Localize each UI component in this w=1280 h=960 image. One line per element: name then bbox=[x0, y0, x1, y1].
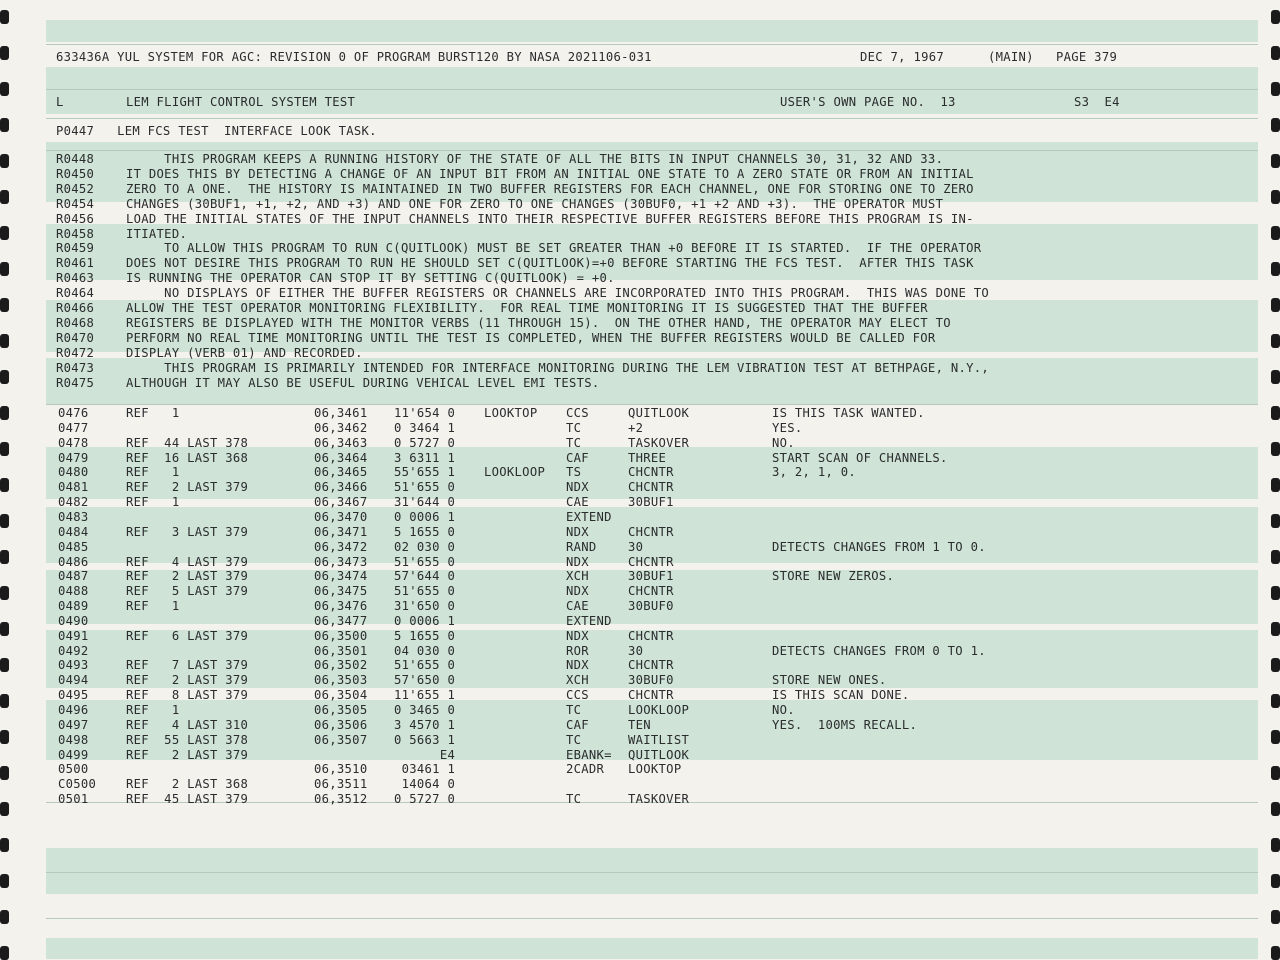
memory-address: 06,3466 bbox=[314, 480, 368, 495]
cross-reference: REF 2 LAST 368 bbox=[126, 777, 249, 792]
feed-hole bbox=[1271, 622, 1280, 636]
code-comment: NO. bbox=[772, 435, 795, 450]
cross-reference: REF 6 LAST 379 bbox=[126, 628, 249, 643]
memory-address: 06,3511 bbox=[314, 777, 368, 792]
operand: 30BUF0 bbox=[628, 673, 674, 688]
octal-word: 0 3464 1 bbox=[394, 420, 456, 435]
listing-date: DEC 7, 1967 bbox=[860, 50, 945, 64]
feed-hole bbox=[0, 550, 9, 564]
feed-hole bbox=[1271, 190, 1280, 204]
memory-address: 06,3500 bbox=[314, 628, 368, 643]
line-number: 0484 bbox=[58, 524, 89, 539]
memory-address: 06,3477 bbox=[314, 613, 368, 628]
feed-hole bbox=[1271, 838, 1280, 852]
listing-main-label: (MAIN) bbox=[988, 50, 1034, 64]
page-number: PAGE 379 bbox=[1056, 50, 1118, 64]
feed-hole bbox=[1271, 514, 1280, 528]
instruction-label: LOOKTOP bbox=[484, 406, 538, 420]
feed-hole bbox=[1271, 298, 1280, 312]
feed-hole bbox=[0, 694, 9, 708]
opcode: CAF bbox=[566, 450, 589, 465]
opcode: TC bbox=[566, 732, 582, 747]
cross-reference: REF 45 LAST 379 bbox=[126, 792, 249, 807]
opcode: CAE bbox=[566, 599, 589, 614]
log-section-letter: L bbox=[56, 95, 64, 109]
code-comment: 3, 2, 1, 0. bbox=[772, 465, 857, 480]
line-number: 0495 bbox=[58, 688, 89, 703]
cross-reference: REF 2 LAST 379 bbox=[126, 747, 249, 762]
octal-word: 31'644 0 bbox=[394, 495, 456, 510]
feed-hole bbox=[0, 838, 9, 852]
opcode: TC bbox=[566, 792, 582, 807]
feed-hole bbox=[0, 874, 9, 888]
remark-line-number: R0466 bbox=[56, 301, 95, 315]
line-number: 0496 bbox=[58, 703, 89, 717]
opcode: EBANK= bbox=[566, 747, 612, 762]
code-comment: START SCAN OF CHANNELS. bbox=[772, 450, 948, 465]
feed-hole bbox=[0, 802, 9, 816]
feed-hole bbox=[0, 334, 9, 348]
line-number: 0491 bbox=[58, 628, 89, 643]
octal-word: 0 0006 1 bbox=[394, 509, 456, 524]
cross-reference: REF 44 LAST 378 bbox=[126, 435, 249, 450]
operand: +2 bbox=[628, 420, 644, 435]
remark-line-number: R0472 bbox=[56, 345, 95, 360]
bank-info: S3 E4 bbox=[1074, 95, 1120, 109]
octal-word: 51'655 0 bbox=[394, 480, 456, 495]
memory-address: 06,3512 bbox=[314, 792, 368, 807]
opcode: CAF bbox=[566, 717, 589, 732]
remark-line-number: R0454 bbox=[56, 196, 95, 211]
memory-address: 06,3464 bbox=[314, 450, 368, 465]
line-number: 0499 bbox=[58, 747, 89, 762]
opcode: TC bbox=[566, 420, 582, 435]
opcode: NDX bbox=[566, 480, 589, 495]
remark-text: CHANGES (30BUF1, +1, +2, AND +3) AND ONE FOR ZERO TO ONE CHANGES (30BUF0, +1 +2 AND +3). THE OPERATOR MUST bbox=[126, 196, 944, 211]
cross-reference: REF 16 LAST 368 bbox=[126, 450, 249, 465]
line-number: 0490 bbox=[58, 613, 89, 628]
octal-word: 3 4570 1 bbox=[394, 717, 456, 732]
octal-word: 11'655 1 bbox=[394, 688, 456, 703]
octal-word: 04 030 0 bbox=[394, 643, 456, 658]
line-number: 0493 bbox=[58, 658, 89, 673]
memory-address: 06,3467 bbox=[314, 495, 368, 510]
feed-hole bbox=[0, 154, 9, 168]
line-number: 0487 bbox=[58, 569, 89, 584]
octal-word: 0 5663 1 bbox=[394, 732, 456, 747]
line-number: 0497 bbox=[58, 717, 89, 732]
cross-reference: REF 1 bbox=[126, 703, 180, 717]
memory-address: 06,3507 bbox=[314, 732, 368, 747]
remark-text: IT DOES THIS BY DETECTING A CHANGE OF AN INPUT BIT FROM AN INITIAL ONE STATE TO A ZERO STATE OR FROM AN INITIAL bbox=[126, 166, 974, 181]
memory-address: 06,3462 bbox=[314, 420, 368, 435]
opcode: TC bbox=[566, 703, 582, 717]
code-comment: YES. 100MS RECALL. bbox=[772, 717, 918, 732]
octal-word: 51'655 0 bbox=[394, 554, 456, 569]
feed-hole bbox=[0, 226, 9, 240]
cross-reference: REF 5 LAST 379 bbox=[126, 584, 249, 599]
operand: LOOKLOOP bbox=[628, 703, 690, 717]
band-rule bbox=[46, 918, 1258, 919]
remark-text: IS RUNNING THE OPERATOR CAN STOP IT BY SETTING C(QUITLOOK) = +0. bbox=[126, 271, 615, 286]
octal-word: 0 5727 0 bbox=[394, 435, 456, 450]
feed-hole bbox=[0, 766, 9, 780]
line-number: 0482 bbox=[58, 495, 89, 510]
feed-hole bbox=[1271, 154, 1280, 168]
operand: CHCNTR bbox=[628, 465, 674, 480]
feed-hole bbox=[0, 658, 9, 672]
line-number: 0483 bbox=[58, 509, 89, 524]
feed-hole bbox=[0, 406, 9, 420]
feed-hole bbox=[1271, 946, 1280, 960]
cross-reference: REF 7 LAST 379 bbox=[126, 658, 249, 673]
octal-word: 5 1655 0 bbox=[394, 524, 456, 539]
memory-address: 06,3476 bbox=[314, 599, 368, 614]
line-number: 0485 bbox=[58, 539, 89, 554]
feed-hole bbox=[0, 10, 9, 24]
memory-address: 06,3465 bbox=[314, 465, 368, 480]
memory-address: 06,3503 bbox=[314, 673, 368, 688]
feed-hole bbox=[1271, 550, 1280, 564]
remark-text: DISPLAY (VERB 01) AND RECORDED. bbox=[126, 345, 363, 360]
octal-word: 03461 1 bbox=[394, 762, 456, 777]
feed-hole bbox=[1271, 910, 1280, 924]
feed-hole bbox=[1271, 334, 1280, 348]
feed-hole bbox=[1271, 406, 1280, 420]
line-number: C0500 bbox=[58, 777, 97, 792]
feed-hole bbox=[1271, 658, 1280, 672]
operand: LOOKTOP bbox=[628, 762, 682, 777]
band-rule bbox=[46, 118, 1258, 119]
remark-line-number: R0456 bbox=[56, 211, 95, 226]
opcode: XCH bbox=[566, 673, 589, 688]
feed-hole bbox=[1271, 10, 1280, 24]
feed-hole bbox=[0, 946, 9, 960]
feed-hole bbox=[0, 478, 9, 492]
line-number: 0478 bbox=[58, 435, 89, 450]
operand: CHCNTR bbox=[628, 480, 674, 495]
remark-text: THIS PROGRAM KEEPS A RUNNING HISTORY OF THE STATE OF ALL THE BITS IN INPUT CHANNELS 30, 31, 32 AND 33. bbox=[126, 152, 944, 166]
remark-text: ITIATED. bbox=[126, 226, 188, 241]
operand: CHCNTR bbox=[628, 554, 674, 569]
feed-hole bbox=[1271, 730, 1280, 744]
operand: 30BUF0 bbox=[628, 599, 674, 614]
octal-word: 31'650 0 bbox=[394, 599, 456, 614]
feed-hole bbox=[1271, 82, 1280, 96]
cross-reference: REF 55 LAST 378 bbox=[126, 732, 249, 747]
opcode: NDX bbox=[566, 628, 589, 643]
octal-word: 11'654 0 bbox=[394, 406, 456, 420]
opcode: TC bbox=[566, 435, 582, 450]
memory-address: 06,3504 bbox=[314, 688, 368, 703]
feed-hole bbox=[0, 730, 9, 744]
remark-line-number: R0463 bbox=[56, 271, 95, 286]
memory-address: 06,3472 bbox=[314, 539, 368, 554]
feed-hole bbox=[1271, 694, 1280, 708]
opcode: CCS bbox=[566, 406, 589, 420]
octal-word: 3 6311 1 bbox=[394, 450, 456, 465]
line-number: 0479 bbox=[58, 450, 89, 465]
feed-hole bbox=[0, 118, 9, 132]
line-number: 0488 bbox=[58, 584, 89, 599]
memory-address: 06,3475 bbox=[314, 584, 368, 599]
operand: CHCNTR bbox=[628, 628, 674, 643]
memory-address: 06,3463 bbox=[314, 435, 368, 450]
listing-header-title: 633436A YUL SYSTEM FOR AGC: REVISION 0 OF PROGRAM BURST120 BY NASA 2021106-031 bbox=[56, 50, 652, 64]
cross-reference: REF 2 LAST 379 bbox=[126, 673, 249, 688]
feed-hole bbox=[1271, 586, 1280, 600]
feed-hole bbox=[0, 370, 9, 384]
line-number: 0494 bbox=[58, 673, 89, 688]
opcode: NDX bbox=[566, 658, 589, 673]
code-comment: DETECTS CHANGES FROM 1 TO 0. bbox=[772, 539, 986, 554]
octal-word: 51'655 0 bbox=[394, 584, 456, 599]
operand: TEN bbox=[628, 717, 651, 732]
remark-text: ALLOW THE TEST OPERATOR MONITORING FLEXIBILITY. FOR REAL TIME MONITORING IT IS SUGGESTED THAT THE BUFFER bbox=[126, 301, 928, 315]
operand: 30 bbox=[628, 643, 644, 658]
feed-hole bbox=[0, 298, 9, 312]
octal-word: 02 030 0 bbox=[394, 539, 456, 554]
octal-word: 57'650 0 bbox=[394, 673, 456, 688]
band-rule bbox=[46, 44, 1258, 45]
operand: TASKOVER bbox=[628, 792, 690, 807]
opcode: RAND bbox=[566, 539, 597, 554]
cross-reference: REF 8 LAST 379 bbox=[126, 688, 249, 703]
remark-line-number: R0468 bbox=[56, 315, 95, 330]
feed-hole bbox=[1271, 442, 1280, 456]
code-comment: IS THIS TASK WANTED. bbox=[772, 406, 925, 420]
remark-text: TO ALLOW THIS PROGRAM TO RUN C(QUITLOOK) MUST BE SET GREATER THAN +0 BEFORE IT IS STARTED. IF THE OPERATOR bbox=[126, 241, 982, 256]
line-number: 0492 bbox=[58, 643, 89, 658]
memory-address: 06,3461 bbox=[314, 406, 368, 420]
opcode: NDX bbox=[566, 524, 589, 539]
feed-hole bbox=[0, 622, 9, 636]
opcode: EXTEND bbox=[566, 509, 612, 524]
operand: QUITLOOK bbox=[628, 406, 690, 420]
remark-line-number: R0459 bbox=[56, 241, 95, 256]
memory-address: 06,3510 bbox=[314, 762, 368, 777]
feed-hole bbox=[0, 586, 9, 600]
remark-line-number: R0461 bbox=[56, 256, 95, 271]
line-number: 0480 bbox=[58, 465, 89, 480]
feed-hole bbox=[0, 910, 9, 924]
feed-hole bbox=[1271, 478, 1280, 492]
memory-address: 06,3502 bbox=[314, 658, 368, 673]
opcode: 2CADR bbox=[566, 762, 605, 777]
operand: CHCNTR bbox=[628, 524, 674, 539]
operand: CHCNTR bbox=[628, 688, 674, 703]
remark-line-number: R0470 bbox=[56, 330, 95, 345]
code-comment: NO. bbox=[772, 703, 795, 717]
remark-text: ZERO TO A ONE. THE HISTORY IS MAINTAINED IN TWO BUFFER REGISTERS FOR EACH CHANNEL, ONE FOR STORING ONE TO ZERO bbox=[126, 181, 974, 196]
remark-line-number: R0475 bbox=[56, 375, 95, 390]
band-rule bbox=[46, 404, 1258, 405]
memory-address: 06,3471 bbox=[314, 524, 368, 539]
code-comment: STORE NEW ZEROS. bbox=[772, 569, 895, 584]
line-number: 0477 bbox=[58, 420, 89, 435]
feed-hole bbox=[1271, 226, 1280, 240]
memory-address: 06,3470 bbox=[314, 509, 368, 524]
cross-reference: REF 2 LAST 379 bbox=[126, 569, 249, 584]
cross-reference: REF 4 LAST 379 bbox=[126, 554, 249, 569]
cross-reference: REF 2 LAST 379 bbox=[126, 480, 249, 495]
line-number: 0501 bbox=[58, 792, 89, 807]
feed-hole bbox=[1271, 874, 1280, 888]
cross-reference: REF 1 bbox=[126, 406, 180, 420]
feed-hole bbox=[1271, 118, 1280, 132]
opcode: NDX bbox=[566, 554, 589, 569]
feed-hole bbox=[0, 190, 9, 204]
operand: QUITLOOK bbox=[628, 747, 690, 762]
line-number: 0476 bbox=[58, 406, 89, 420]
operand: WAITLIST bbox=[628, 732, 690, 747]
remark-line-number: R0473 bbox=[56, 360, 95, 375]
opcode: TS bbox=[566, 465, 582, 480]
memory-address: 06,3505 bbox=[314, 703, 368, 717]
instruction-label: LOOKLOOP bbox=[484, 465, 546, 480]
memory-address: 06,3501 bbox=[314, 643, 368, 658]
opcode: XCH bbox=[566, 569, 589, 584]
line-number: 0489 bbox=[58, 599, 89, 614]
opcode: CAE bbox=[566, 495, 589, 510]
remark-text: THIS PROGRAM IS PRIMARILY INTENDED FOR INTERFACE MONITORING DURING THE LEM VIBRATION TEST AT BETHPAGE, N.Y., bbox=[126, 360, 990, 375]
operand: CHCNTR bbox=[628, 584, 674, 599]
feed-hole bbox=[0, 82, 9, 96]
band-rule bbox=[46, 872, 1258, 873]
green-band bbox=[46, 938, 1258, 959]
program-title-line: P0447 LEM FCS TEST INTERFACE LOOK TASK. bbox=[56, 124, 377, 138]
remark-text: NO DISPLAYS OF EITHER THE BUFFER REGISTERS OR CHANNELS ARE INCORPORATED INTO THIS PROGRAM. THIS WAS DONE TO bbox=[126, 286, 990, 301]
remark-line-number: R0450 bbox=[56, 166, 95, 181]
user-page-number: USER'S OWN PAGE NO. 13 bbox=[780, 95, 956, 109]
opcode: EXTEND bbox=[566, 613, 612, 628]
cross-reference: REF 1 bbox=[126, 465, 180, 480]
memory-address: 06,3474 bbox=[314, 569, 368, 584]
remark-text: PERFORM NO REAL TIME MONITORING UNTIL THE TEST IS COMPLETED, WHEN THE BUFFER REGISTERS WOULD BE CALLED FOR bbox=[126, 330, 936, 345]
operand: 30BUF1 bbox=[628, 495, 674, 510]
remark-line-number: R0458 bbox=[56, 226, 95, 241]
feed-hole bbox=[0, 262, 9, 276]
operand: THREE bbox=[628, 450, 667, 465]
code-comment: STORE NEW ONES. bbox=[772, 673, 887, 688]
line-number: 0481 bbox=[58, 480, 89, 495]
line-number: 0486 bbox=[58, 554, 89, 569]
octal-word: E4 bbox=[394, 747, 456, 762]
octal-word: 0 5727 0 bbox=[394, 792, 456, 807]
code-comment: YES. bbox=[772, 420, 803, 435]
remark-line-number: R0448 bbox=[56, 152, 95, 166]
cross-reference: REF 1 bbox=[126, 495, 180, 510]
opcode: ROR bbox=[566, 643, 589, 658]
remark-text: LOAD THE INITIAL STATES OF THE INPUT CHANNELS INTO THEIR RESPECTIVE BUFFER REGISTERS BEFORE THIS PROGRAM IS IN- bbox=[126, 211, 974, 226]
remark-text: ALTHOUGH IT MAY ALSO BE USEFUL DURING VEHICAL LEVEL EMI TESTS. bbox=[126, 375, 600, 390]
feed-hole bbox=[1271, 766, 1280, 780]
feed-hole bbox=[0, 442, 9, 456]
cross-reference: REF 3 LAST 379 bbox=[126, 524, 249, 539]
memory-address: 06,3506 bbox=[314, 717, 368, 732]
line-number: 0498 bbox=[58, 732, 89, 747]
remark-text: DOES NOT DESIRE THIS PROGRAM TO RUN HE SHOULD SET C(QUITLOOK)=+0 BEFORE STARTING THE FCS TEST. AFTER THIS TASK bbox=[126, 256, 974, 271]
octal-word: 0 0006 1 bbox=[394, 613, 456, 628]
line-number: 0500 bbox=[58, 762, 89, 777]
feed-hole bbox=[0, 514, 9, 528]
feed-hole bbox=[1271, 262, 1280, 276]
octal-word: 0 3465 0 bbox=[394, 703, 456, 717]
operand: 30 bbox=[628, 539, 644, 554]
remark-line-number: R0464 bbox=[56, 286, 95, 301]
octal-word: 14064 0 bbox=[394, 777, 456, 792]
feed-hole bbox=[1271, 370, 1280, 384]
cross-reference: REF 4 LAST 310 bbox=[126, 717, 249, 732]
code-comment: DETECTS CHANGES FROM 0 TO 1. bbox=[772, 643, 986, 658]
remark-text: REGISTERS BE DISPLAYED WITH THE MONITOR VERBS (11 THROUGH 15). ON THE OTHER HAND, THE OPERATOR MAY ELECT TO bbox=[126, 315, 951, 330]
operand: CHCNTR bbox=[628, 658, 674, 673]
green-band bbox=[46, 20, 1258, 42]
opcode: NDX bbox=[566, 584, 589, 599]
remark-line-number: R0452 bbox=[56, 181, 95, 196]
opcode: CCS bbox=[566, 688, 589, 703]
octal-word: 57'644 0 bbox=[394, 569, 456, 584]
octal-word: 55'655 1 bbox=[394, 465, 456, 480]
feed-hole bbox=[0, 46, 9, 60]
feed-hole bbox=[1271, 802, 1280, 816]
log-section-title: LEM FLIGHT CONTROL SYSTEM TEST bbox=[126, 95, 356, 109]
band-rule bbox=[46, 89, 1258, 90]
memory-address: 06,3473 bbox=[314, 554, 368, 569]
feed-hole bbox=[1271, 46, 1280, 60]
octal-word: 5 1655 0 bbox=[394, 628, 456, 643]
operand: TASKOVER bbox=[628, 435, 690, 450]
operand: 30BUF1 bbox=[628, 569, 674, 584]
cross-reference: REF 1 bbox=[126, 599, 180, 614]
band-rule bbox=[46, 150, 1258, 151]
octal-word: 51'655 0 bbox=[394, 658, 456, 673]
code-comment: IS THIS SCAN DONE. bbox=[772, 688, 910, 703]
green-band bbox=[46, 848, 1258, 894]
